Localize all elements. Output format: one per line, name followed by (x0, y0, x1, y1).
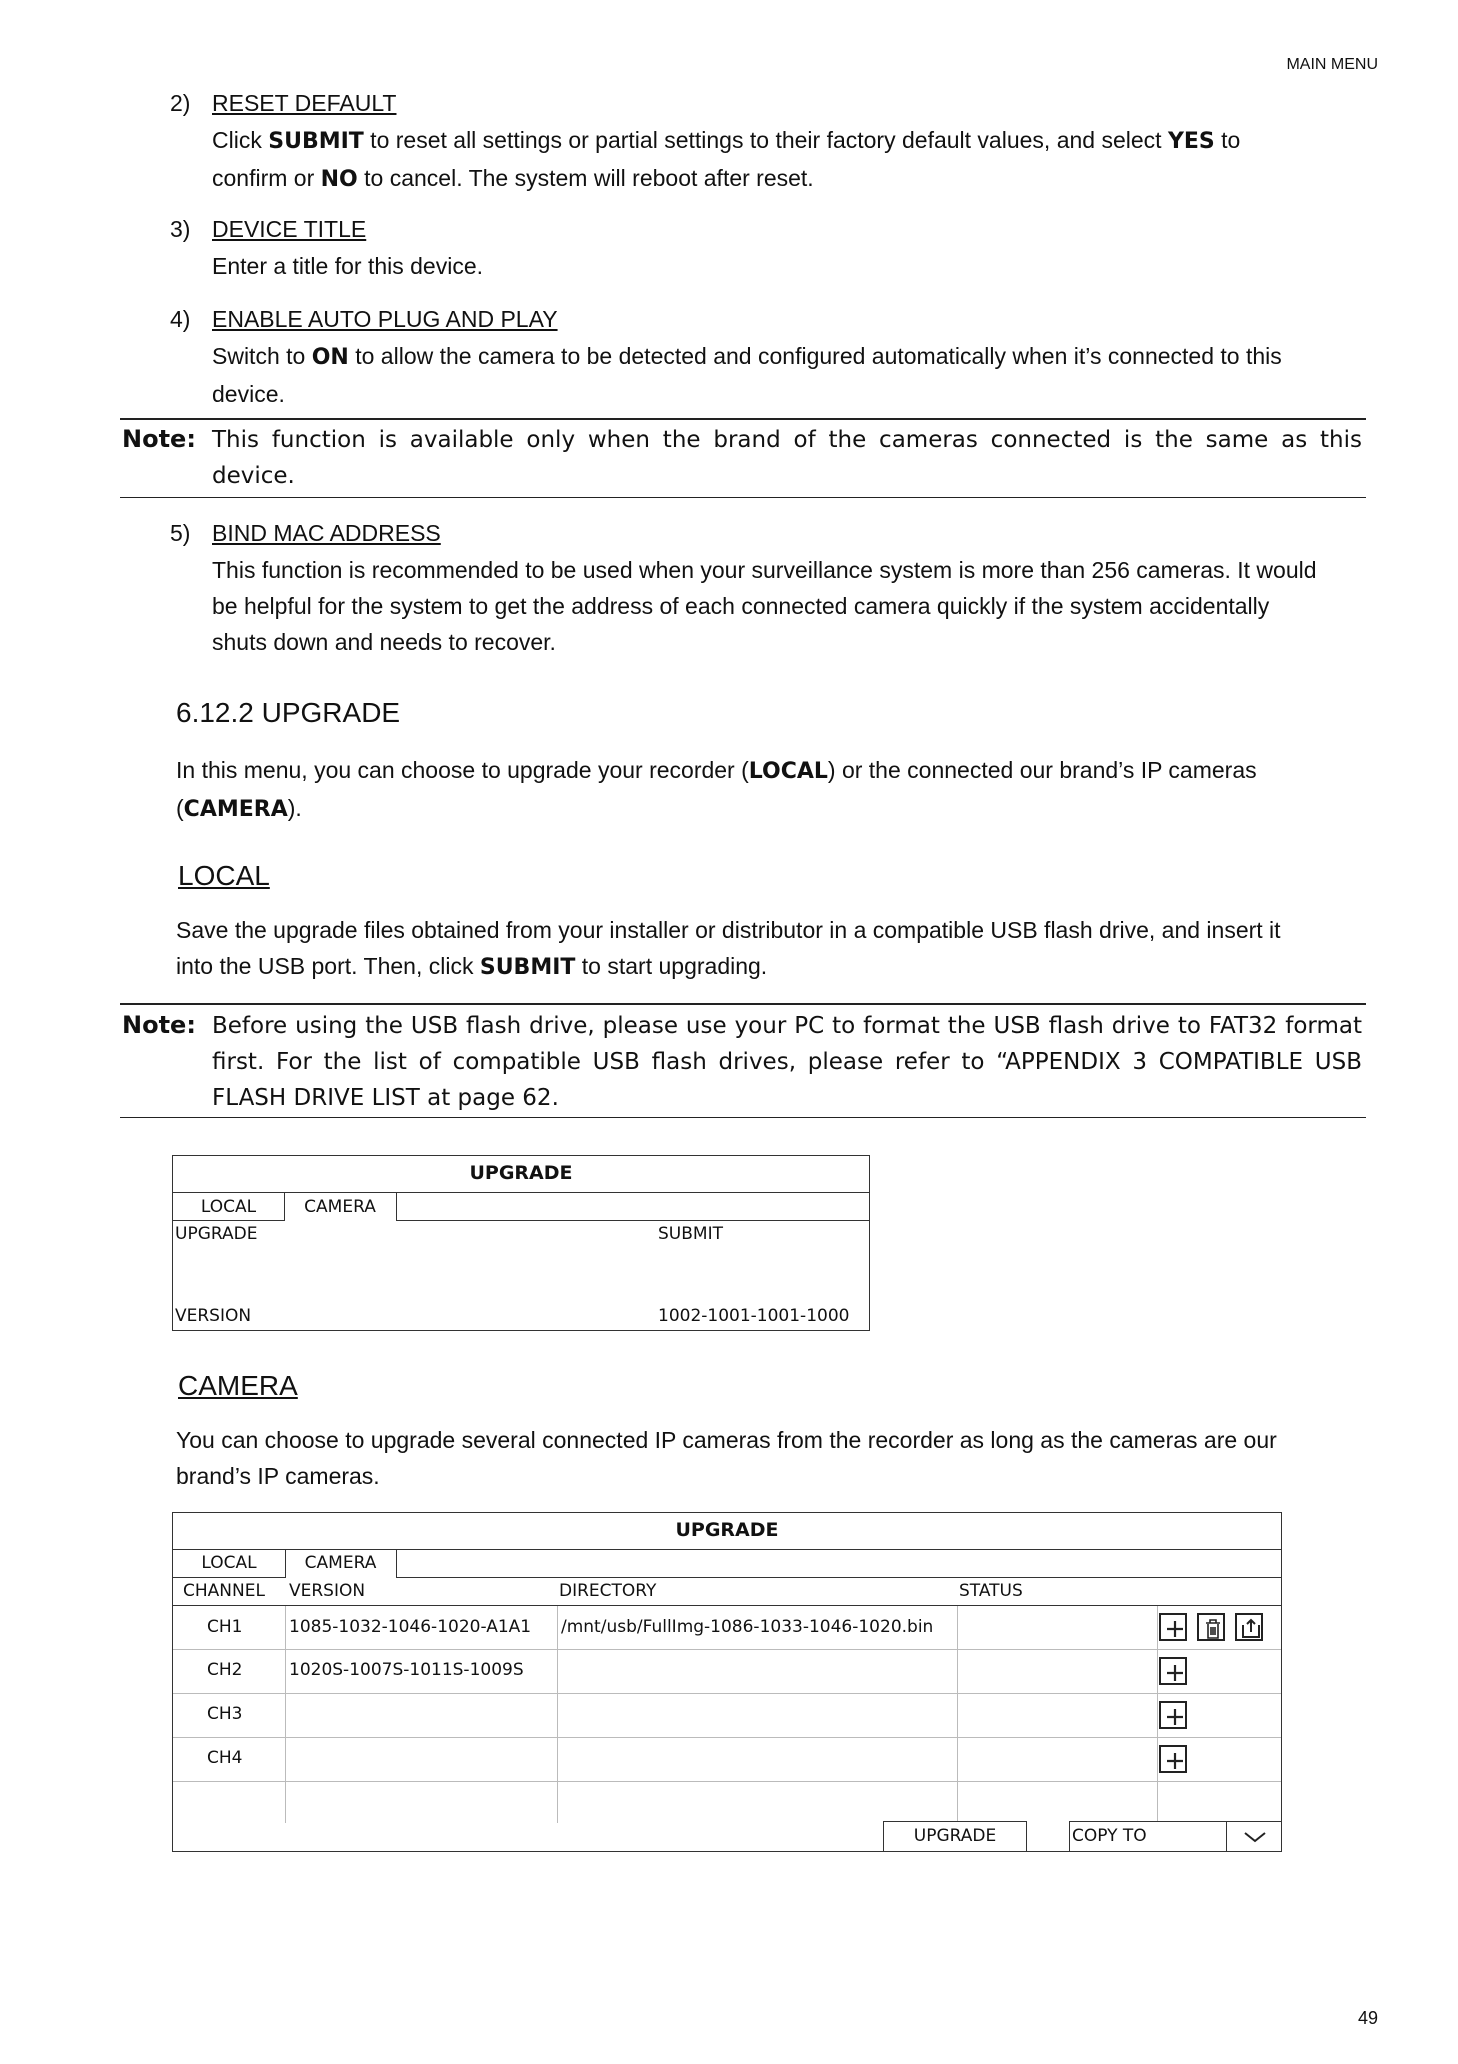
upgrade-label: UPGRADE (175, 1224, 258, 1244)
table-row-version: 1085-1032-1046-1020-A1A1 (289, 1617, 532, 1637)
divider (173, 1605, 1281, 1606)
item-body: This function is recommended to be used when your surveillance system is more than 256 cameras. It would be helpful for the system to get the address of each connected camera quickly if the system accidentally shuts down and needs to recover. (212, 557, 1317, 655)
item-title-auto-plug: ENABLE AUTO PLUG AND PLAY (212, 306, 558, 332)
camera-upgrade-panel (172, 1512, 1282, 1852)
table-row-channel: CH1 (207, 1617, 243, 1637)
plus-box-icon[interactable] (1159, 1701, 1187, 1729)
chevron-down-icon[interactable] (1241, 1830, 1269, 1844)
note-divider (120, 497, 1366, 498)
tab-local[interactable]: LOCAL (200, 1197, 257, 1217)
column-header-channel: CHANNEL (183, 1581, 265, 1601)
note-label: Note: (122, 425, 196, 453)
divider (396, 1577, 1281, 1578)
local-description: Save the upgrade files obtained from your installer or distributor in a compatible USB flash drive, and insert it into the USB port. Then, click SUBMIT to start upgrading. (176, 917, 1281, 980)
note-text: Before using the USB flash drive, please use your PC to format the USB flash drive to FAT32 format first. For the list of compatible USB flash drives, please refer to “APPENDIX 3 COMPATIBLE USB FLASH DRIVE LIST at page 62. (212, 1013, 1362, 1111)
table-row-channel: CH3 (207, 1704, 243, 1724)
section-heading: 6.12.2 UPGRADE (176, 697, 401, 728)
column-header-directory: DIRECTORY (559, 1581, 657, 1601)
item-body: Switch to ON to allow the camera to be detected and configured automatically when it’s connected to this device. (212, 343, 1282, 407)
divider (396, 1220, 869, 1221)
divider (173, 1577, 285, 1578)
grid-line (285, 1606, 286, 1823)
divider (1226, 1821, 1227, 1852)
upgrade-button[interactable]: UPGRADE (883, 1821, 1027, 1852)
note-text: This function is available only when the brand of the cameras connected is the same as this device. (212, 427, 1362, 489)
plus-box-icon[interactable] (1159, 1657, 1187, 1685)
note-divider (120, 418, 1366, 420)
column-header-status: STATUS (959, 1581, 1023, 1601)
copy-to-label: COPY TO (1072, 1826, 1147, 1846)
item-number: 5) (170, 520, 191, 546)
item-body: Click SUBMIT to reset all settings or partial settings to their factory default values, and select YES to confirm or NO to cancel. The system will reboot after reset. (212, 127, 1241, 192)
divider (173, 1549, 1281, 1550)
panel-title: UPGRADE (469, 1162, 573, 1184)
divider (173, 1220, 284, 1221)
item-number: 4) (170, 306, 191, 332)
note-divider (120, 1003, 1366, 1005)
item-body: Enter a title for this device. (212, 253, 484, 279)
grid-line (557, 1606, 558, 1823)
tab-local[interactable]: LOCAL (201, 1553, 257, 1573)
item-title-bind-mac: BIND MAC ADDRESS (212, 520, 441, 546)
grid-line (173, 1781, 1281, 1782)
section-intro: In this menu, you can choose to upgrade your recorder (LOCAL) or the connected our brand’s IP cameras (CAMERA). (176, 757, 1257, 822)
note-label: Note: (122, 1011, 196, 1039)
note-divider (120, 1117, 1366, 1118)
export-icon[interactable] (1235, 1613, 1263, 1641)
panel-title: UPGRADE (675, 1519, 779, 1541)
divider (396, 1549, 397, 1578)
trash-icon[interactable] (1197, 1613, 1225, 1641)
version-label: VERSION (175, 1306, 252, 1326)
subsection-heading-camera: CAMERA (178, 1370, 298, 1401)
divider (173, 1192, 869, 1193)
submit-button[interactable]: SUBMIT (658, 1224, 723, 1244)
item-number: 2) (170, 90, 191, 116)
tab-camera[interactable]: CAMERA (304, 1197, 376, 1217)
grid-line (1157, 1606, 1158, 1823)
subsection-heading-local: LOCAL (178, 860, 270, 891)
version-value: 1002-1001-1001-1000 (658, 1306, 850, 1326)
item-title-reset-default: RESET DEFAULT (212, 90, 397, 116)
grid-line (173, 1737, 1281, 1738)
divider (396, 1192, 397, 1221)
grid-line (957, 1606, 958, 1823)
plus-box-icon[interactable] (1159, 1745, 1187, 1773)
table-row-channel: CH4 (207, 1748, 243, 1768)
grid-line (173, 1693, 1281, 1694)
camera-description: You can choose to upgrade several connected IP cameras from the recorder as long as the cameras are our brand’s IP cameras. (176, 1427, 1277, 1489)
item-number: 3) (170, 216, 191, 242)
local-upgrade-panel (172, 1155, 870, 1331)
table-row-directory: /mnt/usb/FullImg-1086-1033-1046-1020.bin (561, 1617, 934, 1637)
grid-line (173, 1649, 1281, 1650)
table-row-version: 1020S-1007S-1011S-1009S (289, 1660, 524, 1680)
column-header-version: VERSION (289, 1581, 366, 1601)
plus-box-icon[interactable] (1159, 1613, 1187, 1641)
table-row-channel: CH2 (207, 1660, 243, 1680)
page-number: 49 (1357, 2008, 1378, 2028)
copy-to-select[interactable] (1069, 1821, 1282, 1852)
tab-camera[interactable]: CAMERA (304, 1553, 377, 1573)
item-title-device-title: DEVICE TITLE (212, 216, 367, 242)
running-header: MAIN MENU (1286, 56, 1378, 73)
